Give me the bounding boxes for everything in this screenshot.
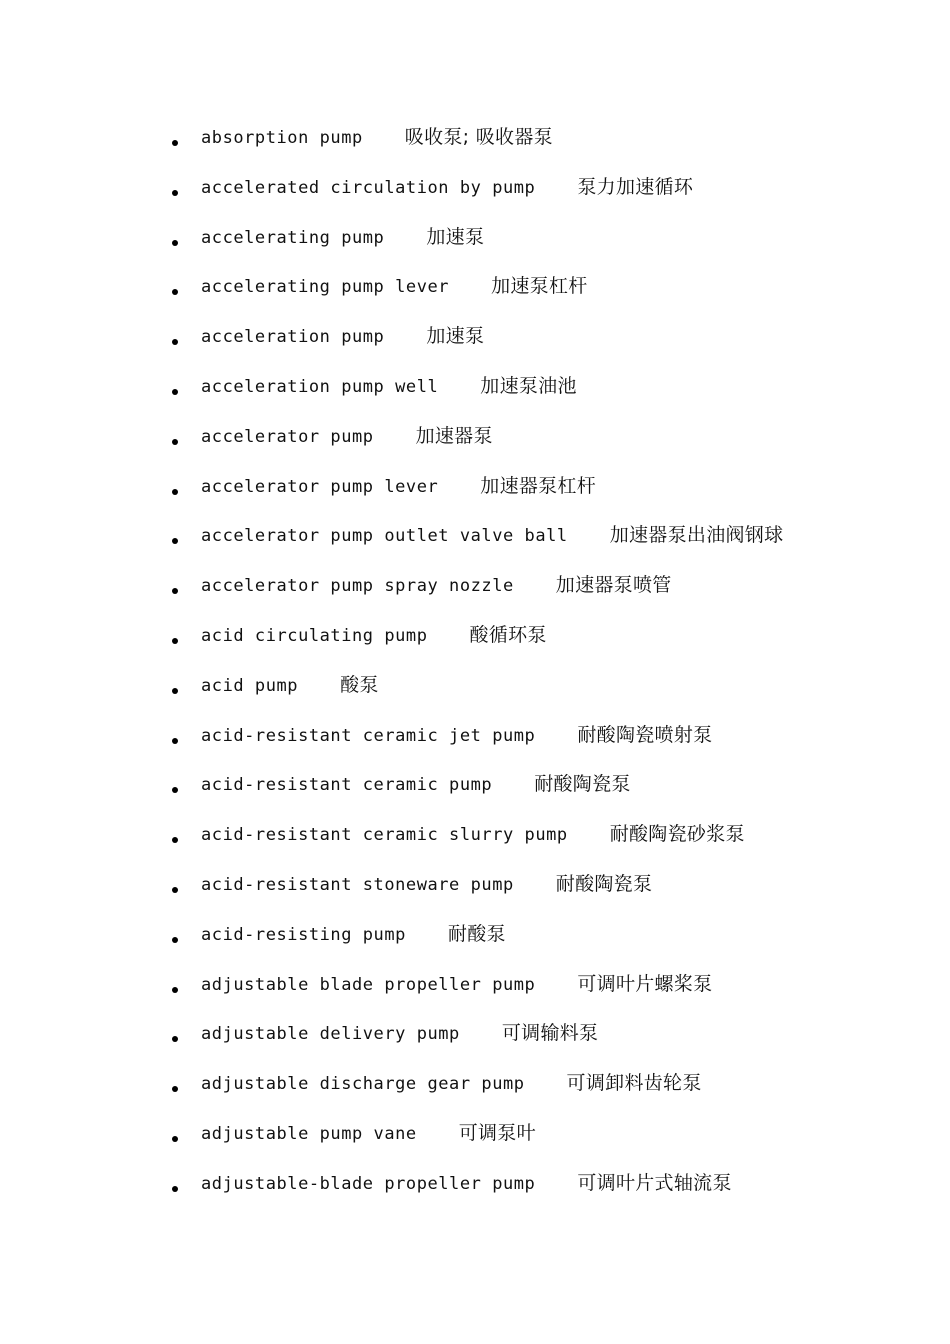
- bullet-icon: [172, 240, 178, 246]
- translation-text: 耐酸泵: [447, 922, 506, 945]
- bullet-icon: [172, 787, 178, 793]
- term-text: accelerator pump outlet valve ball 加速器泵出油阀钢球: [201, 524, 784, 547]
- translation-text: 耐酸陶瓷喷射泵: [577, 723, 713, 746]
- term-text: absorption pump 吸收泵; 吸收器泵: [201, 126, 553, 148]
- list-item: [0, 312, 950, 362]
- bullet-icon: [172, 887, 178, 893]
- term-text: adjustable pump vane 可调泵叶: [201, 1121, 536, 1144]
- translation-text: 加速器泵出油阀钢球: [609, 524, 784, 547]
- bullet-icon: [172, 738, 178, 744]
- bullet-icon: [172, 937, 178, 943]
- bullet-icon: [172, 439, 178, 445]
- glossary-list: [0, 113, 950, 1209]
- bullet-icon: [172, 588, 178, 594]
- term-text: adjustable discharge gear pump 可调卸料齿轮泵: [201, 1072, 702, 1095]
- term-text: acid-resistant ceramic slurry pump 耐酸陶瓷砂浆泵: [201, 823, 745, 846]
- list-item: [0, 511, 950, 561]
- bullet-icon: [172, 489, 178, 495]
- translation-text: 泵力加速循环: [577, 175, 694, 198]
- translation-text: 可调泵叶: [458, 1121, 536, 1144]
- list-item: [0, 362, 950, 412]
- bullet-icon: [172, 837, 178, 843]
- term-text: acid circulating pump 酸循环泵: [201, 623, 547, 646]
- translation-text: 可调叶片式轴流泵: [577, 1171, 732, 1194]
- term-text: accelerating pump lever 加速泵杠杆: [201, 275, 588, 298]
- list-item: [0, 561, 950, 611]
- list-item: [0, 910, 950, 960]
- term-text: accelerating pump 加速泵: [201, 225, 485, 248]
- list-item: [0, 611, 950, 661]
- translation-text: 加速器泵: [415, 424, 493, 447]
- translation-text: 酸泵: [340, 673, 379, 696]
- list-item: [0, 661, 950, 711]
- term-text: adjustable-blade propeller pump 可调叶片式轴流泵: [201, 1171, 732, 1194]
- bullet-icon: [172, 638, 178, 644]
- list-item: [0, 163, 950, 213]
- bullet-icon: [172, 1136, 178, 1142]
- bullet-icon: [172, 339, 178, 345]
- term-text: acid-resistant stoneware pump 耐酸陶瓷泵: [201, 872, 653, 895]
- list-item: [0, 810, 950, 860]
- term-text: accelerated circulation by pump 泵力加速循环: [201, 175, 694, 198]
- term-text: adjustable delivery pump 可调输料泵: [201, 1022, 599, 1045]
- term-text: accelerator pump 加速器泵: [201, 424, 493, 447]
- translation-text: 耐酸陶瓷砂浆泵: [609, 823, 745, 846]
- list-item: [0, 960, 950, 1010]
- term-text: acceleration pump well 加速泵油池: [201, 374, 577, 397]
- bullet-icon: [172, 289, 178, 295]
- term-text: acid pump 酸泵: [201, 673, 379, 696]
- bullet-icon: [172, 1186, 178, 1192]
- term-text: acceleration pump 加速泵: [201, 325, 485, 348]
- list-item: [0, 262, 950, 312]
- bullet-icon: [172, 538, 178, 544]
- translation-text: 加速泵: [426, 325, 485, 348]
- list-item: [0, 711, 950, 761]
- list-item: [0, 1159, 950, 1209]
- bullet-icon: [172, 140, 178, 146]
- term-text: accelerator pump spray nozzle 加速器泵喷管: [201, 574, 672, 597]
- translation-text: 耐酸陶瓷泵: [534, 773, 631, 796]
- list-item: [0, 213, 950, 263]
- translation-text: 可调卸料齿轮泵: [566, 1072, 702, 1095]
- bullet-icon: [172, 190, 178, 196]
- list-item: [0, 860, 950, 910]
- translation-text: 耐酸陶瓷泵: [555, 872, 653, 895]
- bullet-icon: [172, 1036, 178, 1042]
- term-text: acid-resisting pump 耐酸泵: [201, 922, 506, 945]
- bullet-icon: [172, 1086, 178, 1092]
- bullet-icon: [172, 688, 178, 694]
- list-item: [0, 412, 950, 462]
- list-item: [0, 1009, 950, 1059]
- list-item: [0, 462, 950, 512]
- translation-text: 加速泵杠杆: [491, 275, 588, 298]
- translation-text: 加速器泵喷管: [555, 574, 672, 597]
- list-item: [0, 113, 950, 163]
- term-text: adjustable blade propeller pump 可调叶片螺桨泵: [201, 972, 713, 995]
- translation-text: 加速泵: [426, 225, 485, 248]
- term-text: acid-resistant ceramic pump 耐酸陶瓷泵: [201, 773, 631, 796]
- bullet-icon: [172, 389, 178, 395]
- list-item: [0, 1059, 950, 1109]
- translation-text: 酸循环泵: [469, 623, 547, 646]
- translation-text: 加速器泵杠杆: [480, 474, 597, 497]
- translation-text: 可调叶片螺桨泵: [577, 972, 713, 995]
- translation-text: 加速泵油池: [480, 374, 577, 397]
- bullet-icon: [172, 987, 178, 993]
- term-text: acid-resistant ceramic jet pump 耐酸陶瓷喷射泵: [201, 723, 713, 746]
- list-item: [0, 760, 950, 810]
- term-text: accelerator pump lever 加速器泵杠杆: [201, 474, 597, 497]
- translation-text: 可调输料泵: [501, 1022, 599, 1045]
- list-item: [0, 1109, 950, 1159]
- translation-text: 吸收泵; 吸收器泵: [404, 126, 553, 148]
